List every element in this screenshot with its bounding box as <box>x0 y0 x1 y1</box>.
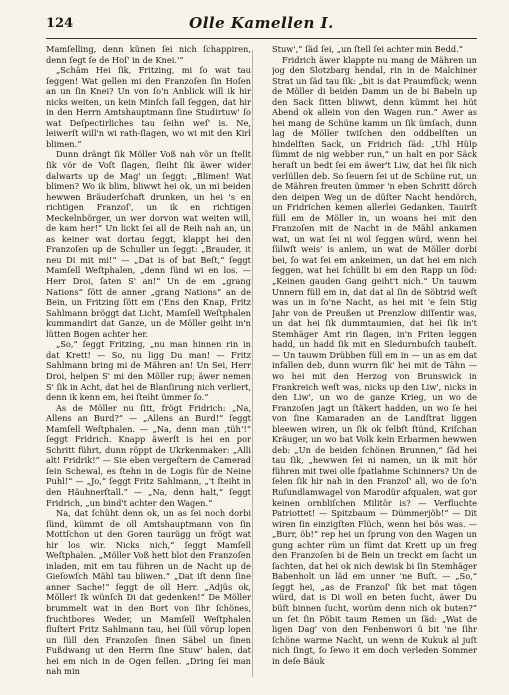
paragraph: „So,“ ſeggt Fritzing, „nu man hinnen rin in dat Krett! — So, nu ligg Du man! — Fritz Sahlmann bring mi de Mähren an! Un Sei, Herr Droi, helpen S' mi den Möller rup; äwer nemen S' ſik in Acht, dat hei de Blanſirung nich verliert, denn ik kenn em, hei ſteiht ümmer ſo.“ <box>46 339 251 403</box>
page-header <box>46 12 477 39</box>
page-number: 124 <box>46 16 74 31</box>
text-column-right <box>272 44 477 683</box>
paragraph: „Schäm Hei ſik, Fritzing, mi ſo wat tau ſeggen! Wat gellen mi den Franzoſen ſin Hoſen an un ſin Knei? Un von ſo'n Anblick will ik hir nicks weiten, un kein Minſch ſall ſeggen, dat hir in den Herrn Amtshauptmann ſine Studirtuw' ſo wat Deſpectirliches tau ſeihn weſ' is. Ne, leiwerſt will'n wi rath-ſlagen, wo wi mit den Kirl blimen.“ <box>46 65 251 149</box>
text-column-left <box>46 44 251 683</box>
paragraph: Na, dat ſchüht denn ok, un as ſei noch dorbi ſünd, kümmt de oll Amtshauptmann von ſin Mottſchon ut den Goren taurügg un frögt wat hir los wir. Nicks nich,“ ſeggt Mamſell Weſtphalen. „Möller Voß hett blot den Franzoſen inladen, mit em tau führen un de Nacht up de Gieſowſch Mähl tau bliwen.“ „Dat iſt denn ſine anner Sache!“ ſeggt de oll Herr. „Adjüs ok, Möller! Ik wünſch Di dat gedenken!“ De Möller brummelt wat in den Bort von ſihr ſchönes, fruchtbores Weder, un Mamſell Weſtphalen fluſtert Fritz Sahlmann tau, hei ſüll vörup lopen un ſüll den Franzoſen ſinen Säbel un ſinen Fußdwang ut den Herrn ſine Stuw' halen, dat hei em nich in de Ogen fellen. „Dring ſei man nah min <box>46 508 251 677</box>
paragraph: As de Möller nu ſitt, frögt Fridrich: „Na, Allens an Burd?“ — „Allens an Burd!“ ſeggt Mamſell Weſtphalen. — „Na, denn man ‚tüh‘!“ ſeggt Fridrich. Knapp äwerſt is hei en por Schritt führt, dunn röppt de Ukrkenmaker: „Alli alt! Fridrik!“ — Sie eben vergeſtern de Camerad ſein Schewal, es ſtehn in de Logis für de Neine Puhl!“ — „Jo,“ ſeggt Fritz Sahlmann, „'t ſteiht in den Häuhnerſtall.“ — „Na, denn halt,“ ſeggt Fridrich, „un bind't achter den Wagen.“ <box>46 402 251 508</box>
paragraph: Stuw',“ ſäd ſei, „un ſtell ſei achter min Bedd.“ <box>272 44 463 54</box>
paragraph: Dunn drängt ſik Möller Voß nah vör un ſtellt ſik vör de Voſt ſlagen, ſleiht ſik äwer wider dalwarts up de Mag' un ſeggt: „Blimen! Wat blimen? Wo ik blim, bliwwt hei ok, un mi beiden hewwen Bräuderſchaft drunken, un hei 's en richtigen Franzoſ', un ik en richtigen Meckelnbörger, un wer dorvon wat weiten will, de kam her!“ Un lickt ſei all de Reih nah an, un as keiner wat dortau ſeggt, klappt hei den Franzoſen up de Schuller un ſeggt: „Brauder, it neu Di mit mi!“ — „Dat is of bat Beſt,“ ſeggt Mamſell Weſtphalen, „denn ſünd wi en los. — Herr Droi, ſaten S' an!“ Un de em „grang Nations“ ſött de anner „grang Nations“ an de Bein, un Fritzing ſött em ('Ens den Knap, Fritz Sahlmann bröggt dat Licht, Mamſell Weſtphalen kummandirt dat Ganze, un de Möller geiht in'n lütten Bogen achter her. <box>46 149 251 339</box>
paragraph: Fridrich äwer klappte nu mang de Mähren un jog den Slotzbarg hendal, rin in de Malchiner Strat un ſäd tau ſik: „bit is dat Praumfück; wenn de Möller di beiden Damm un de bi Babeln up den Sack ſitten bliwwt, denn kümmt hei hüt Abend ok allein von den Wagen run.“ Awer as hei mang de Schüne kamm un ſik ümſach, dunn lag de Möller twiſchen den oddbelſten un hindelſten Sack, un Fridrich ſäd: „Uhl Hülp ſümmt de nig webber run,“ un halt en por Säck heraſt un bedt ſei em äwer't Liw, dat hei ſik nich verlüllen deb. So ſeuern ſei ut de Schüne rut, un de Mähren freuten ümmer 'n eben Schritt dörch den deipen Weg un de düſter Nacht hendörch, un Fridrichen kemen allerlei Gedanken. Tauirſt füll em de Möller in, un woans hei mit den Franzoſen mit de Nacht in de Mähl ankamen wat, un wat ſei ni wol ſeggen würd, wenn hei ſülwſt weis' is anlem, un wat de Möller dorbi bei, ſo wat ſei em ankeimen, un dat hei em nich ſeggen, wat hei ſchüllt bi em den Rapp un ſöd: „Keinen gauden Gang geiht't nich.“ Un tauwm Unnern füll em in, dat dat al ſin de Söbtrid weſt was un in ſo'ne Nacht, as hei mit 'e ſein Stig Jahr von de Preußen ut Prenzlow diſſentir was, un dat hei ſik dummtaumien, dat hei ſik in't Stemhäger Amt rin ſlagen, in'n Friten leggen hadd, un hadd ſik mit en Sledurnbuſch taubeſt. — Un tauwm Drübben füll em in — un as em dat infallen deb, dunn wurrn ſik' hei mit de Tähn — wo hei mit den Herzog von Brunswick in Frankreich weſt was, nicks up den Liw', nicks in den Liw', un wo de ganze Krieg, un wo de Franzoſen jagt un ſtäkert hadden, un wo ſe hei von ſine Kamaraden an de Landſtrat liggen bleewen wiren, un ſik ok ſelbſt ſtünd, Kriſchan Kräuger, un wo bat Volk kein Erbarmen hewwen deb: „Un de beiden ſchönen Brunnen,“ ſäd hei tau ſik, „hewwen ſei ni namen, un ik mit hör führen mit twei olle ſpatlahme Schinners? Un de ſelen ſik hir nah in den Franzoſ' all, wo de ſo'n Ruſundlamwagel von Marodür afqualen, wat gor keinen ornbliſchen Militör is? — Verfluchte Patriottet! — Spitzbaum — Dümmerjöb!“ — Dit wiren ſin einzigſten Flüch, wenn hei bös was. — „Burr, öb!“ rep hei un ſprung von den Wagen un gung achter rüm un fümt dat Krett up un freg den Franzoſen bi de Bein un treckt em ſacht un ſachten, dat hei ok nich dewisk bi ſin Stemhäger Babenholt un läd em unner 'ne Buſt. — „So,“ ſeggt hei, „as de Franzoſ' ſik bet mat tögen würd, dat is Di woll en beten ſucht, äwer Du büſt binnen ſucht, worüm denn nich ok buten?“ un ſet ſin Pöbit taum Remen un ſäd: „Wat de ligen Dag' von den Fenbenwori ü bit 'ne ſihr ſchöne warme Nacht, un wenn de Kukuk al juſt nich ſingt, ſo ſewo it em doch verleden Sommer in deſe Bäuk <box>272 54 477 666</box>
running-title: Olle Kamellen I. <box>189 14 334 32</box>
text-columns <box>46 44 477 683</box>
paragraph: Mamſelling, denn künen ſei nich ſchappiren, denn ſegt ſe de Hoſ' in de Knei.'“ <box>46 44 251 65</box>
